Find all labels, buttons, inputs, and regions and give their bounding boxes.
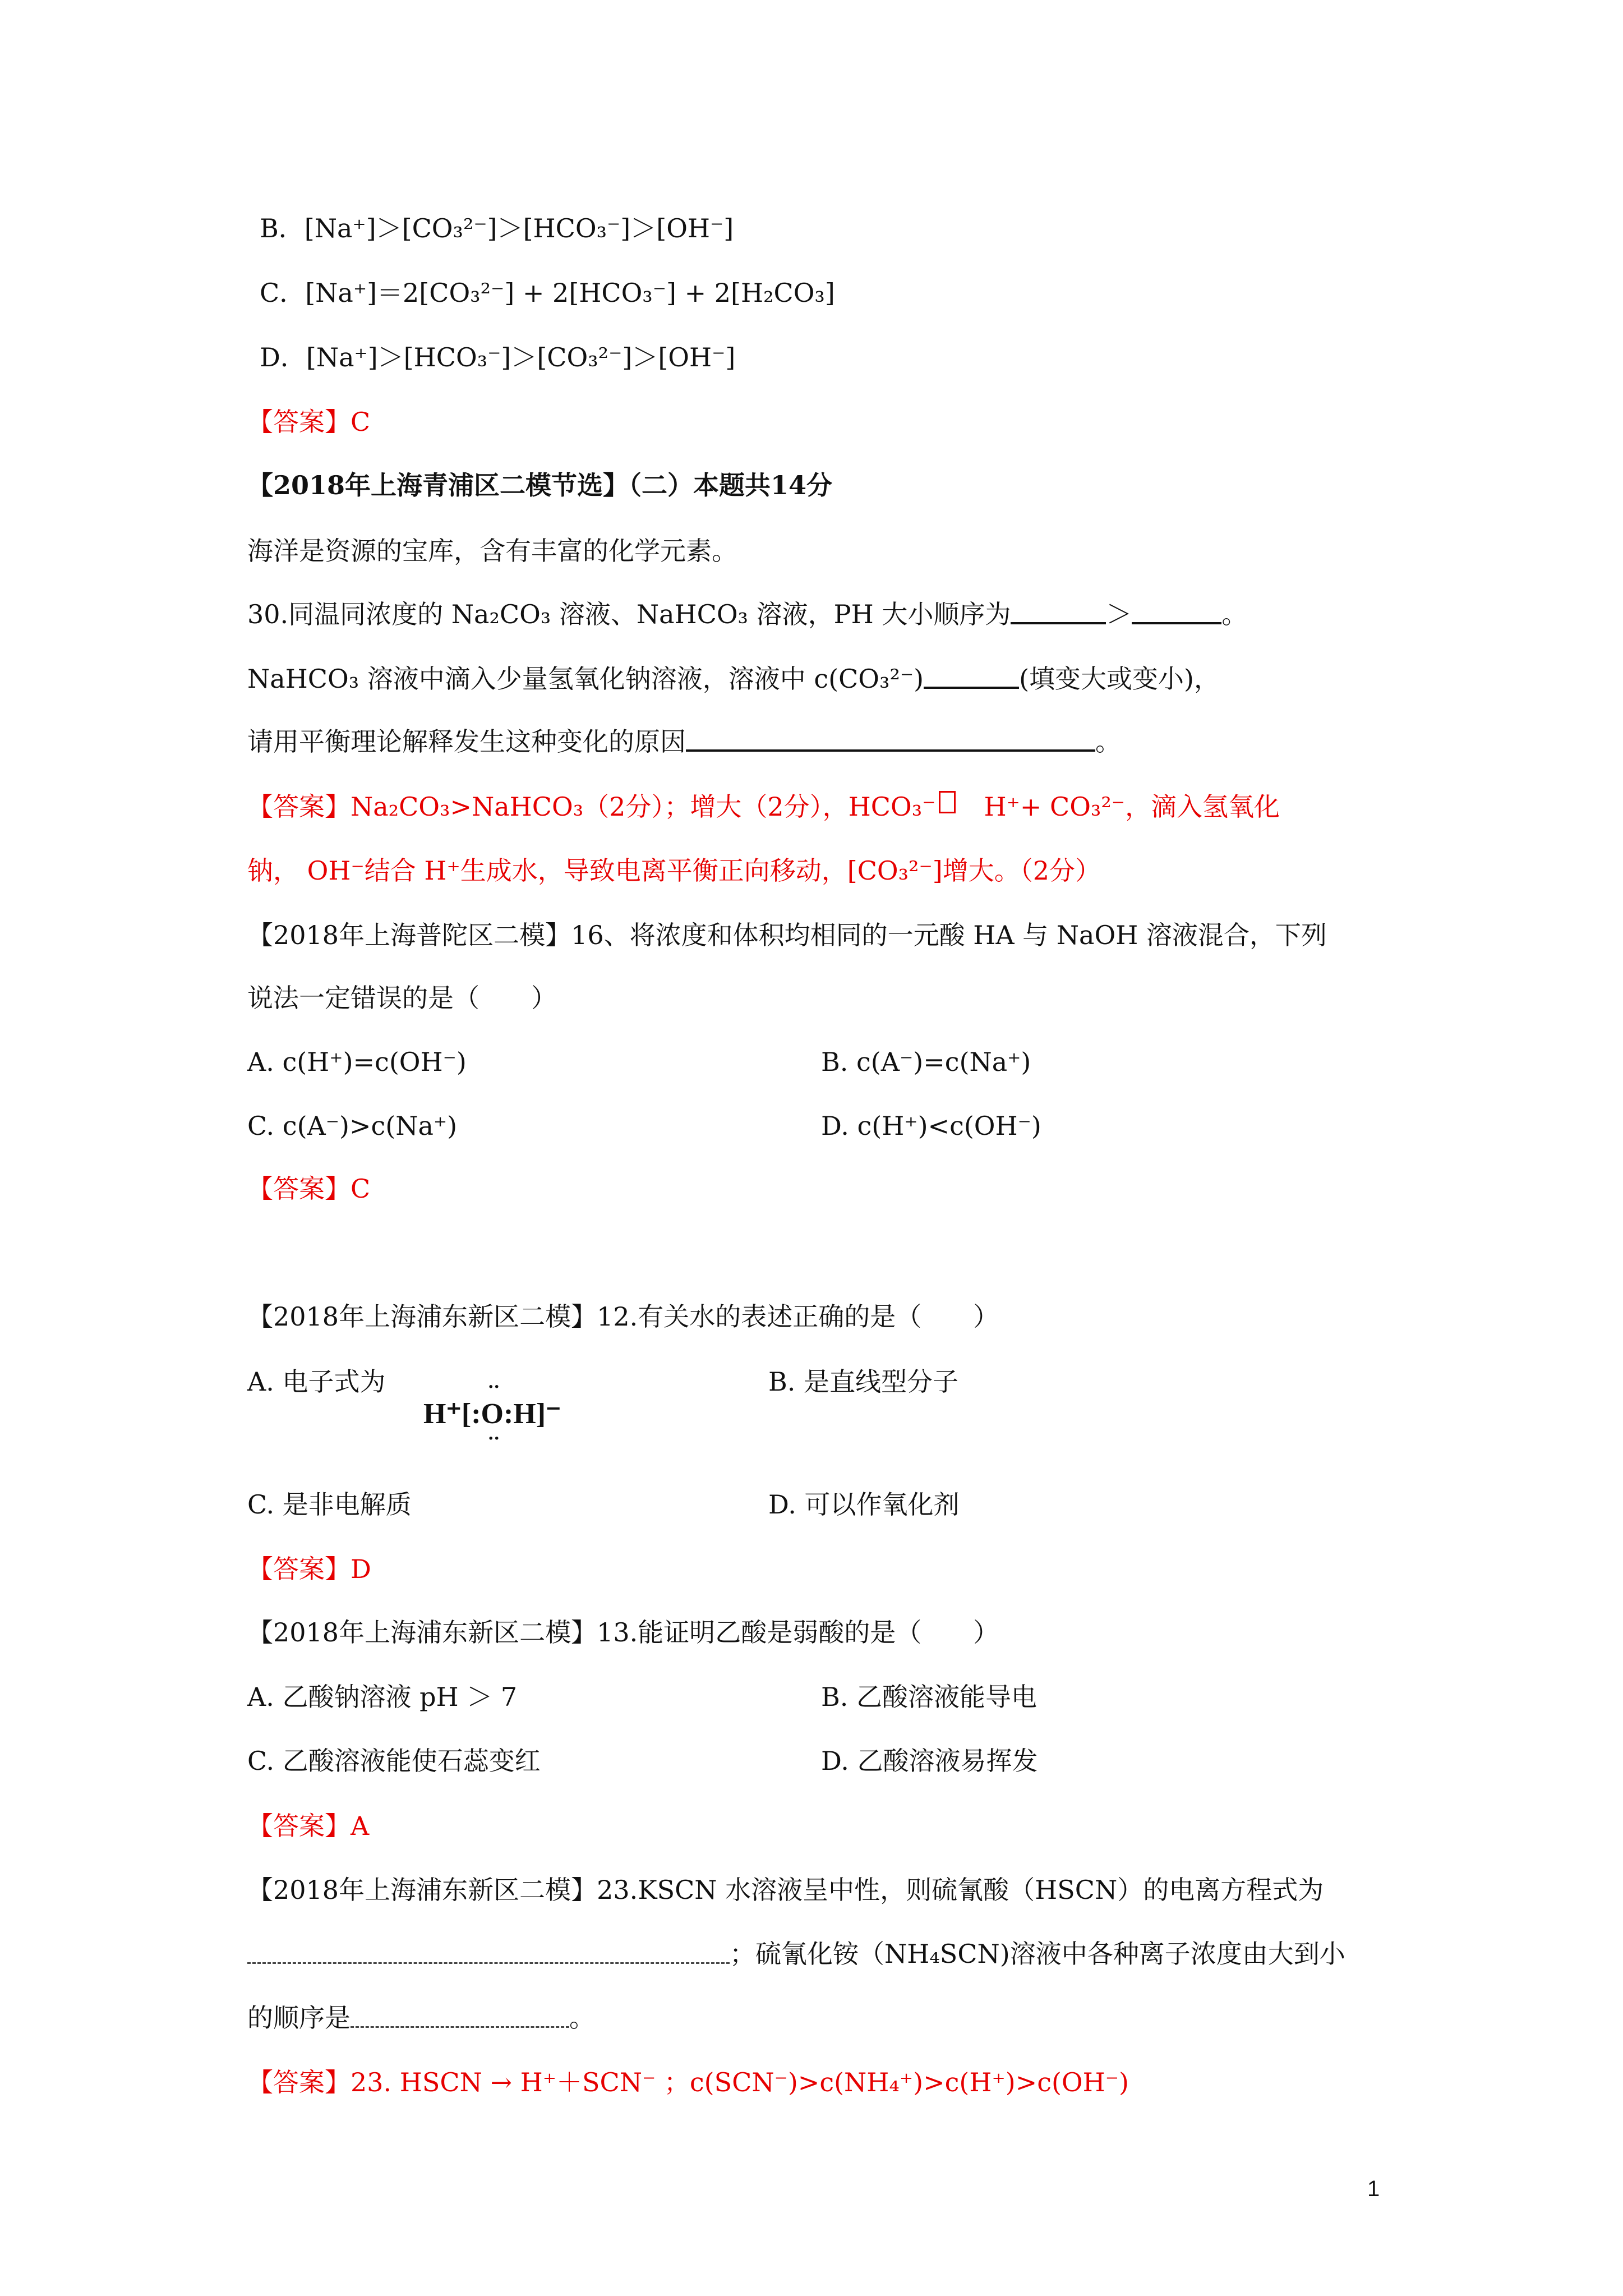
period: 。: [569, 2003, 595, 2033]
answer-continued: 钠， OH⁻结合 H⁺生成水，导致电离平衡正向移动，[CO₃²⁻]增大。（2分）: [247, 855, 1101, 886]
question-text: 30.同温同浓度的 Na₂CO₃ 溶液、NaHCO₃ 溶液，PH 大小顺序为: [247, 599, 1011, 629]
answer: 【答案】C: [247, 407, 371, 437]
answer-blank: [351, 2006, 569, 2028]
option-c: C. 乙酸溶液能使石蕊变红: [247, 1746, 541, 1776]
answer: 【答案】A: [247, 1811, 370, 1841]
comparison-sign: ＞: [1106, 599, 1132, 629]
question-line: [247, 1939, 1345, 1970]
option-b: B．[Na⁺]＞[CO₃²⁻]＞[HCO₃⁻]＞[OH⁻]: [260, 213, 734, 243]
lone-pair-dots: ··: [488, 1377, 500, 1397]
answer-blank: [686, 729, 1095, 752]
option-c: C．[Na⁺]＝2[CO₃²⁻] + 2[HCO₃⁻] + 2[H₂CO₃]: [260, 278, 835, 308]
period: 。: [1095, 726, 1121, 757]
option-d: D．[Na⁺]＞[HCO₃⁻]＞[CO₃²⁻]＞[OH⁻]: [260, 342, 736, 372]
option-b: B. c(A⁻)=c(Na⁺): [821, 1047, 1031, 1077]
answer: 【答案】C: [247, 1174, 371, 1204]
option-b: B. 是直线型分子: [768, 1366, 959, 1397]
option-c: C. 是非电解质: [247, 1489, 412, 1520]
question-line: [247, 664, 1220, 694]
question-line: [247, 2003, 595, 2033]
period: 。: [1221, 599, 1248, 629]
question-hint: (填变大或变小)，: [1019, 664, 1220, 694]
answer-blank: [247, 1942, 730, 1964]
answer-blank: [1011, 602, 1106, 624]
question-stem: 【2018年上海浦东新区二模】23.KSCN 水溶液呈中性，则硫氰酸（HSCN）的电离方程式为: [247, 1875, 1324, 1905]
question-source: 【2018年上海青浦区二模节选】（二）本题共14分: [247, 470, 833, 500]
question-text: ；硫氰化铵（NH₄SCN)溶液中各种离子浓度由大到小: [730, 1939, 1345, 1969]
answer-text: H⁺+ CO₃²⁻，滴入氢氧化: [984, 792, 1280, 822]
answer-text: 【答案】Na₂CO₃>NaHCO₃（2分）；增大（2分），HCO₃⁻: [247, 792, 936, 822]
lone-pair-dots: ··: [488, 1429, 500, 1448]
option-b: B. 乙酸溶液能导电: [821, 1682, 1038, 1712]
option-a: A. c(H⁺)=c(OH⁻): [247, 1047, 467, 1077]
question-stem: 说法一定错误的是（ ）: [247, 983, 557, 1013]
question-line: [247, 726, 1121, 757]
electron-formula: H⁺[:O:H]⁻: [423, 1398, 561, 1430]
page-number: 1: [1367, 2177, 1380, 2201]
question-stem: 【2018年上海浦东新区二模】12.有关水的表述正确的是（ ）: [247, 1301, 999, 1332]
answer: [247, 791, 1280, 822]
answer: 【答案】23. HSCN → H⁺＋SCN⁻ ；c(SCN⁻)>c(NH₄⁺)>c(H⁺)>c(OH⁻): [247, 2067, 1129, 2097]
question-intro: 海洋是资源的宝库，含有丰富的化学元素。: [247, 536, 737, 566]
question-line: [247, 599, 1247, 630]
option-a: A. 乙酸钠溶液 pH ＞ 7: [247, 1682, 518, 1712]
option-d: D. c(H⁺)<c(OH⁻): [821, 1111, 1041, 1141]
answer: 【答案】D: [247, 1554, 371, 1584]
option-a: A. 电子式为: [247, 1366, 386, 1397]
question-stem: 【2018年上海普陀区二模】16、将浓度和体积均相同的一元酸 HA 与 NaOH 溶液混合，下列: [247, 920, 1327, 950]
question-text: 的顺序是: [247, 2003, 351, 2033]
answer-blank: [924, 666, 1019, 689]
option-c: C. c(A⁻)>c(Na⁺): [247, 1111, 458, 1141]
question-stem: 【2018年上海浦东新区二模】13.能证明乙酸是弱酸的是（ ）: [247, 1617, 999, 1648]
question-text: 请用平衡理论解释发生这种变化的原因: [247, 726, 686, 757]
option-d: D. 乙酸溶液易挥发: [821, 1746, 1038, 1776]
question-text: NaHCO₃ 溶液中滴入少量氢氧化钠溶液，溶液中 c(CO₃²⁻): [247, 664, 924, 694]
reversible-arrow-icon: [939, 791, 956, 813]
answer-blank: [1132, 602, 1221, 624]
option-d: D. 可以作氧化剂: [768, 1489, 960, 1520]
